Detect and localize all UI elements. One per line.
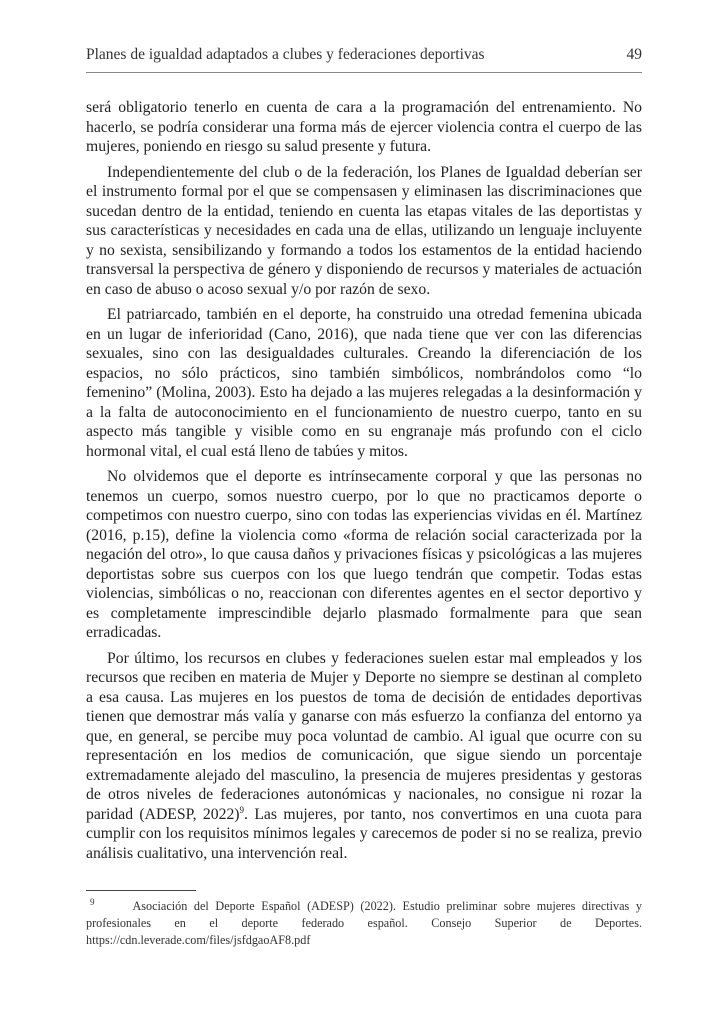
paragraph-5-text: Por último, los recursos en clubes y federaciones suelen estar mal empleados y los recursos que reciben en materia de Mujer y Deporte no siempre se destinan al completo a esa causa. Las mujeres en los puestos de toma de decisión de entidades deportivas tienen que demostrar más valía y ganarse con más esfuerzo la confianza del entorno ya que, en general, se percibe muy poca voluntad de cambio. Al igual que ocurre con su representación en los medios de comunicación, que sigue siendo un porcentaje extremadamente alejado del masculino, la presencia de mujeres presidentas y gestoras de otros niveles de federaciones autonómicas y nacionales, no consigue ni rozar la paridad (ADESP, 2022): [86, 649, 642, 823]
footnote-text: Asociación del Deporte Español (ADESP) (2022). Estudio preliminar sobre mujeres directivas y profesionales en el deporte federado español. Consejo Superior de Deportes. https://cdn.leverade.com/files/jsfdgaoAF8.pdf: [86, 899, 642, 947]
footnote: [86, 898, 642, 949]
footnote-divider: [86, 890, 196, 891]
paragraph-5: [86, 649, 642, 864]
page-number: 49: [626, 46, 642, 63]
header-divider: [86, 72, 642, 73]
footnote-number: 9: [90, 896, 95, 907]
running-header: [86, 46, 642, 64]
paragraph-1: será obligatorio tenerlo en cuenta de cara a la programación del entrenamiento. No hacerlo, se podría considerar una forma más de ejercer violencia contra el cuerpo de las mujeres, poniendo en riesgo su salud presente y futura.: [86, 99, 642, 155]
paragraph-3: El patriarcado, también en el deporte, ha construido una otredad femenina ubicada en un lugar de inferioridad (Cano, 2016), que nada tiene que ver con las diferencias sexuales, sino con las desigualdades culturales. Creando la diferenciación de los espacios, no sólo prácticos, sino también simbólicos, nombrándolos como “lo femenino” (Molina, 2003). Esto ha dejado a las mujeres relegadas a la desinformación y a la falta de autoconocimiento en el funcionamiento de nuestro cuerpo, tanto en su aspecto más tangible y visible como en su engranaje más profundo con el ciclo hormonal vital, el cual está lleno de tabúes y mitos.: [86, 306, 642, 460]
footnote-reference[interactable]: 9: [239, 804, 245, 815]
paragraph-4: No olvidemos que el deporte es intrínsecamente corporal y que las personas no tenemos un cuerpo, somos nuestro cuerpo, por lo que no practicamos deporte o competimos con nuestro cuerpo, sino con todas las experiencias vividas en él. Martínez (2016, p.15), define la violencia como «forma de relación social caracterizada por la negación del otro», lo que causa daños y privaciones físicas y psicológicas a las mujeres deportistas sobre sus cuerpos con los que luego tendrán que competir. Todas estas violencias, simbólicas o no, reaccionan con diferentes agentes en el sector deportivo y es completamente imprescindible dejarlo plasmado formalmente para que sean erradicadas.: [86, 468, 642, 641]
body-text: [86, 98, 642, 868]
header-title: Planes de igualdad adaptados a clubes y federaciones deportivas: [86, 46, 485, 63]
paragraph-5-text-after: . Las mujeres, por tanto, nos convertimos en una cuota para cumplir con los requisitos mínimos legales y carecemos de poder si no se realiza, previo análisis cualitativo, una intervención real.: [86, 805, 643, 862]
paragraph-2: Independientemente del club o de la federación, los Planes de Igualdad deberían ser el instrumento formal por el que se compensasen y eliminasen las discriminaciones que sucedan dentro de la entidad, teniendo en cuenta las etapas vitales de las deportistas y sus características y necesidades en cada una de ellas, utilizando un lenguaje incluyente y no sexista, sensibilizando y formando a todos los estamentos de la entidad haciendo transversal la perspectiva de género y disponiendo de recursos y materiales de actuación en caso de abuso o acoso sexual y/o por razón de sexo.: [86, 163, 642, 298]
